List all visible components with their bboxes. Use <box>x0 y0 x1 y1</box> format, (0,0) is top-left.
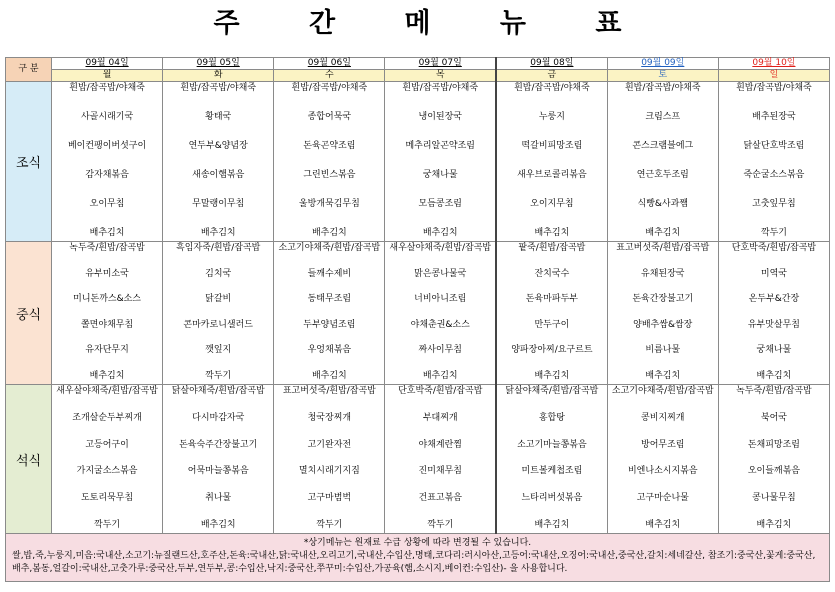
menu-item: 너비아니조림 <box>414 294 467 305</box>
menu-item: 배추김치 <box>89 228 125 238</box>
menu-item: 닭살단호박조림 <box>743 141 805 151</box>
menu-cell <box>718 242 829 385</box>
menu-item: 흰밥/잡곡밥/야채죽 <box>180 83 257 93</box>
menu-item: 울방개묵김무침 <box>298 199 360 209</box>
menu-item: 배추김치 <box>534 228 570 238</box>
menu-item: 배추된장국 <box>752 112 796 122</box>
menu-item: 단호박죽/흰밥/잡곡밥 <box>398 386 483 396</box>
weekday-cell: 금 <box>496 70 607 82</box>
menu-item: 콩비지찌개 <box>641 412 685 423</box>
menu-item: 미역국 <box>760 268 787 279</box>
date-cell-4 <box>496 58 607 70</box>
date-label: 09월 07일 <box>418 58 462 68</box>
menu-item: 메추리알곤약조림 <box>405 141 476 151</box>
menu-item: 북어국 <box>760 412 787 423</box>
menu-item: 흰밥/잡곡밥/야채죽 <box>736 83 812 93</box>
menu-cell <box>385 242 496 385</box>
menu-change-notice: *상기메뉴는 원재료 수급 상황에 따라 변경될 수 있습니다. <box>303 538 532 548</box>
menu-item: 누룽지 <box>538 112 565 122</box>
menu-item: 배추김치 <box>756 370 792 381</box>
menu-item: 단호박죽/흰밥/잡곡밥 <box>731 243 817 253</box>
menu-item: 베이컨팽이버섯구이 <box>67 141 147 151</box>
menu-item: 돈육마파두부 <box>525 294 578 305</box>
menu-item: 닭살야채죽/흰밥/잡곡밥 <box>505 386 599 396</box>
menu-cell <box>385 82 496 242</box>
menu-item: 오이무침 <box>89 199 125 209</box>
menu-item: 흰밥/잡곡밥/야채죽 <box>514 83 590 93</box>
menu-item: 청국장찌개 <box>307 412 352 423</box>
menu-cell <box>274 242 385 385</box>
menu-item: 고구마범벅 <box>307 493 352 504</box>
weekday-header-row <box>6 70 830 82</box>
menu-item: 부대찌개 <box>422 412 458 423</box>
menu-cell <box>52 82 163 242</box>
menu-item: 크림스프 <box>645 112 681 122</box>
date-cell-0 <box>52 58 163 70</box>
menu-item: 취나물 <box>205 493 232 504</box>
menu-item: 가지굴소스볶음 <box>76 466 138 477</box>
menu-cell <box>274 82 385 242</box>
menu-item: 모듬콩조림 <box>418 199 462 209</box>
menu-item: 배추김치 <box>422 228 458 238</box>
menu-item: 흰밥/잡곡밥/야채죽 <box>624 83 701 93</box>
menu-item: 홍합탕 <box>538 412 565 423</box>
menu-item: 깍두기 <box>316 519 343 530</box>
menu-item: 소고기야채죽/흰밥/잡곡밥 <box>278 243 381 253</box>
lunch-row <box>6 242 830 385</box>
menu-item: 고춧잎무침 <box>752 199 796 209</box>
menu-item: 무말랭이무침 <box>192 199 245 209</box>
menu-item: 야채계란찜 <box>418 439 462 450</box>
menu-cell <box>163 242 274 385</box>
menu-item: 깍두기 <box>760 228 787 238</box>
menu-item: 궁채나물 <box>756 345 792 356</box>
menu-item: 고기완자전 <box>307 439 352 450</box>
menu-item: 사골시래기국 <box>80 112 134 122</box>
menu-item: 깻잎지 <box>205 345 232 356</box>
menu-item: 종합어묵국 <box>307 112 352 122</box>
menu-item: 깍두기 <box>94 519 121 530</box>
menu-item: 진미채무침 <box>418 466 462 477</box>
menu-cell <box>385 385 496 534</box>
menu-item: 새우살야채죽/흰밥/잡곡밥 <box>56 386 158 396</box>
breakfast-row <box>6 82 830 242</box>
menu-item: 짜사이무침 <box>418 345 462 356</box>
menu-item: 표고버섯죽/흰밥/잡곡밥 <box>616 243 710 253</box>
menu-item: 배추김치 <box>422 370 458 381</box>
menu-item: 배추김치 <box>645 519 681 530</box>
menu-item: 온두부&간장 <box>748 294 800 305</box>
menu-item: 흰밥/잡곡밥/야채죽 <box>291 83 368 93</box>
menu-cell <box>274 385 385 534</box>
menu-item: 깍두기 <box>427 519 454 530</box>
menu-item: 유부미소국 <box>85 268 129 279</box>
menu-item: 떡갈비피망조림 <box>521 141 583 151</box>
menu-cell <box>718 385 829 534</box>
menu-item: 우엉채볶음 <box>307 345 352 356</box>
menu-cell <box>607 242 718 385</box>
menu-item: 두부양념조림 <box>303 319 356 330</box>
menu-cell <box>496 385 607 534</box>
menu-item: 새송이햄볶음 <box>192 170 245 180</box>
menu-item: 야채춘권&소스 <box>410 319 470 330</box>
menu-cell <box>718 82 829 242</box>
menu-item: 흑임자죽/흰밥/잡곡밥 <box>176 243 261 253</box>
menu-cell <box>163 82 274 242</box>
menu-item: 감자채볶음 <box>85 170 129 180</box>
menu-item: 배추김치 <box>534 370 570 381</box>
menu-item: 콘스크램블에그 <box>632 141 694 151</box>
menu-item: 배추김치 <box>311 228 347 238</box>
menu-item: 깍두기 <box>205 370 232 381</box>
menu-cell <box>607 385 718 534</box>
menu-item: 유자단무지 <box>85 345 129 356</box>
menu-item: 궁채나물 <box>422 170 458 180</box>
menu-item: 녹두죽/흰밥/잡곡밥 <box>736 386 812 396</box>
weekday-cell: 월 <box>52 70 163 82</box>
menu-item: 연두부&양념장 <box>188 141 248 151</box>
date-label: 09월 05일 <box>196 58 240 68</box>
menu-item: 새우브로콜리볶음 <box>517 170 587 180</box>
menu-item: 다시마감자국 <box>192 412 245 423</box>
menu-item: 콩나물무침 <box>752 493 796 504</box>
weekday-cell: 화 <box>163 70 274 82</box>
menu-item: 냉이된장국 <box>418 112 462 122</box>
menu-item: 소고기마늘쫑볶음 <box>517 439 587 450</box>
menu-item: 배추김치 <box>645 228 681 238</box>
menu-item: 배추김치 <box>756 519 792 530</box>
menu-item: 돈육간장불고기 <box>632 294 694 305</box>
menu-item: 배추김치 <box>311 370 347 381</box>
gubun-header: 구 분 <box>6 58 52 82</box>
menu-item: 어묵마늘쫑볶음 <box>187 466 249 477</box>
menu-item: 소고기야채죽/흰밥/잡곡밥 <box>611 386 714 396</box>
date-cell-5 <box>607 58 718 70</box>
menu-item: 고등어구이 <box>85 439 129 450</box>
date-label: 09월 06일 <box>307 58 351 68</box>
menu-item: 방어무조림 <box>641 439 685 450</box>
menu-cell <box>496 242 607 385</box>
menu-item: 흰밥/잡곡밥/야채죽 <box>69 83 145 93</box>
footer-cell <box>6 534 830 582</box>
menu-item: 미트볼케첩조림 <box>521 466 583 477</box>
origin-notice: 쌀,밥,죽,누룽지,미음:국내산,소고기:뉴질랜드산,호주산,돈육:국내산,닭:국내산,오리고기,국내산,수입산,명태,코다리:러시아산,고등어:국내산,오징어:국내산,중국산,갈치:세네갈산, 참조기:중국산,꽃게:중국산,배추,봄동,얼갈이:국내산,고춧가루:중국산,두부,연두부,콩:수입산,낙지:중국산,쭈꾸미:수입산,가공육(햄,소시지,베이컨:수입산)- 을 사용합니다. <box>12 551 816 574</box>
date-label: 09월 10일 <box>752 58 796 68</box>
dinner-row <box>6 385 830 534</box>
menu-item: 유채된장국 <box>641 268 685 279</box>
weekly-menu-table <box>5 57 830 582</box>
menu-item: 녹두죽/흰밥/잡곡밥 <box>69 243 145 253</box>
date-header-row <box>6 58 830 70</box>
date-label: 09월 09일 <box>641 58 685 68</box>
menu-item: 배추김치 <box>200 228 236 238</box>
menu-item: 비엔나소시지볶음 <box>627 466 698 477</box>
date-cell-3 <box>385 58 496 70</box>
menu-item: 식빵&사과쨈 <box>637 199 689 209</box>
menu-item: 돈채피망조림 <box>747 439 800 450</box>
menu-item: 돈육곤약조림 <box>303 141 356 151</box>
menu-item: 미니돈까스&소스 <box>73 294 142 305</box>
menu-item: 새우살야채죽/흰밥/잡곡밥 <box>389 243 492 253</box>
menu-item: 고구마순나물 <box>636 493 689 504</box>
menu-item: 잔치국수 <box>534 268 570 279</box>
menu-item: 연근호두조림 <box>636 170 689 180</box>
menu-item: 배추김치 <box>200 519 236 530</box>
menu-item: 쫄면야채무침 <box>80 319 134 330</box>
menu-item: 양파장아찌/요구르트 <box>511 345 593 356</box>
meal-label: 석식 <box>6 385 52 534</box>
menu-item: 닭갈비 <box>205 294 232 305</box>
weekday-cell: 토 <box>607 70 718 82</box>
weekday-cell: 일 <box>718 70 829 82</box>
weekday-cell: 수 <box>274 70 385 82</box>
date-cell-6 <box>718 58 829 70</box>
menu-item: 양배추쌈&쌈장 <box>633 319 693 330</box>
menu-cell <box>607 82 718 242</box>
menu-item: 김치국 <box>205 268 232 279</box>
date-label: 09월 08일 <box>530 58 574 68</box>
meal-label: 조식 <box>6 82 52 242</box>
weekday-cell: 목 <box>385 70 496 82</box>
menu-cell <box>52 385 163 534</box>
menu-cell <box>496 82 607 242</box>
page-title: 주 간 메 뉴 표 <box>213 8 652 39</box>
menu-item: 흰밥/잡곡밥/야채죽 <box>402 83 479 93</box>
date-label: 09월 04일 <box>85 58 129 68</box>
menu-item: 동태무조림 <box>307 294 352 305</box>
meal-label: 중식 <box>6 242 52 385</box>
menu-item: 배추김치 <box>534 519 570 530</box>
menu-item: 도토리묵무침 <box>80 493 134 504</box>
menu-cell <box>52 242 163 385</box>
menu-item: 멸치시래기지짐 <box>298 466 360 477</box>
menu-item: 닭살야채죽/흰밥/잡곡밥 <box>171 386 265 396</box>
date-cell-2 <box>274 58 385 70</box>
menu-item: 돈육숙주간장불고기 <box>179 439 258 450</box>
menu-item: 배추김치 <box>89 370 125 381</box>
menu-item: 표고버섯죽/흰밥/잡곡밥 <box>282 386 376 396</box>
menu-item: 유부맛살무침 <box>747 319 800 330</box>
menu-item: 건표고볶음 <box>418 493 462 504</box>
menu-item: 배추김치 <box>645 370 681 381</box>
menu-item: 오이들깨볶음 <box>747 466 800 477</box>
menu-item: 조개살순두부찌개 <box>72 412 142 423</box>
menu-item: 들깨수제비 <box>307 268 352 279</box>
menu-item: 죽순굴소스볶음 <box>743 170 805 180</box>
menu-item: 비름나물 <box>645 345 681 356</box>
menu-item: 콘마카로니샐러드 <box>183 319 253 330</box>
menu-item: 팥죽/흰밥/잡곡밥 <box>518 243 586 253</box>
menu-item: 그린빈스볶음 <box>303 170 356 180</box>
menu-item: 만두구이 <box>534 319 570 330</box>
menu-cell <box>163 385 274 534</box>
menu-item: 오이지무침 <box>530 199 574 209</box>
footer-row <box>6 534 830 582</box>
menu-item: 황태국 <box>205 112 232 122</box>
menu-item: 느타리버섯볶음 <box>521 493 583 504</box>
menu-item: 맑은콩나물국 <box>414 268 467 279</box>
date-cell-1 <box>163 58 274 70</box>
